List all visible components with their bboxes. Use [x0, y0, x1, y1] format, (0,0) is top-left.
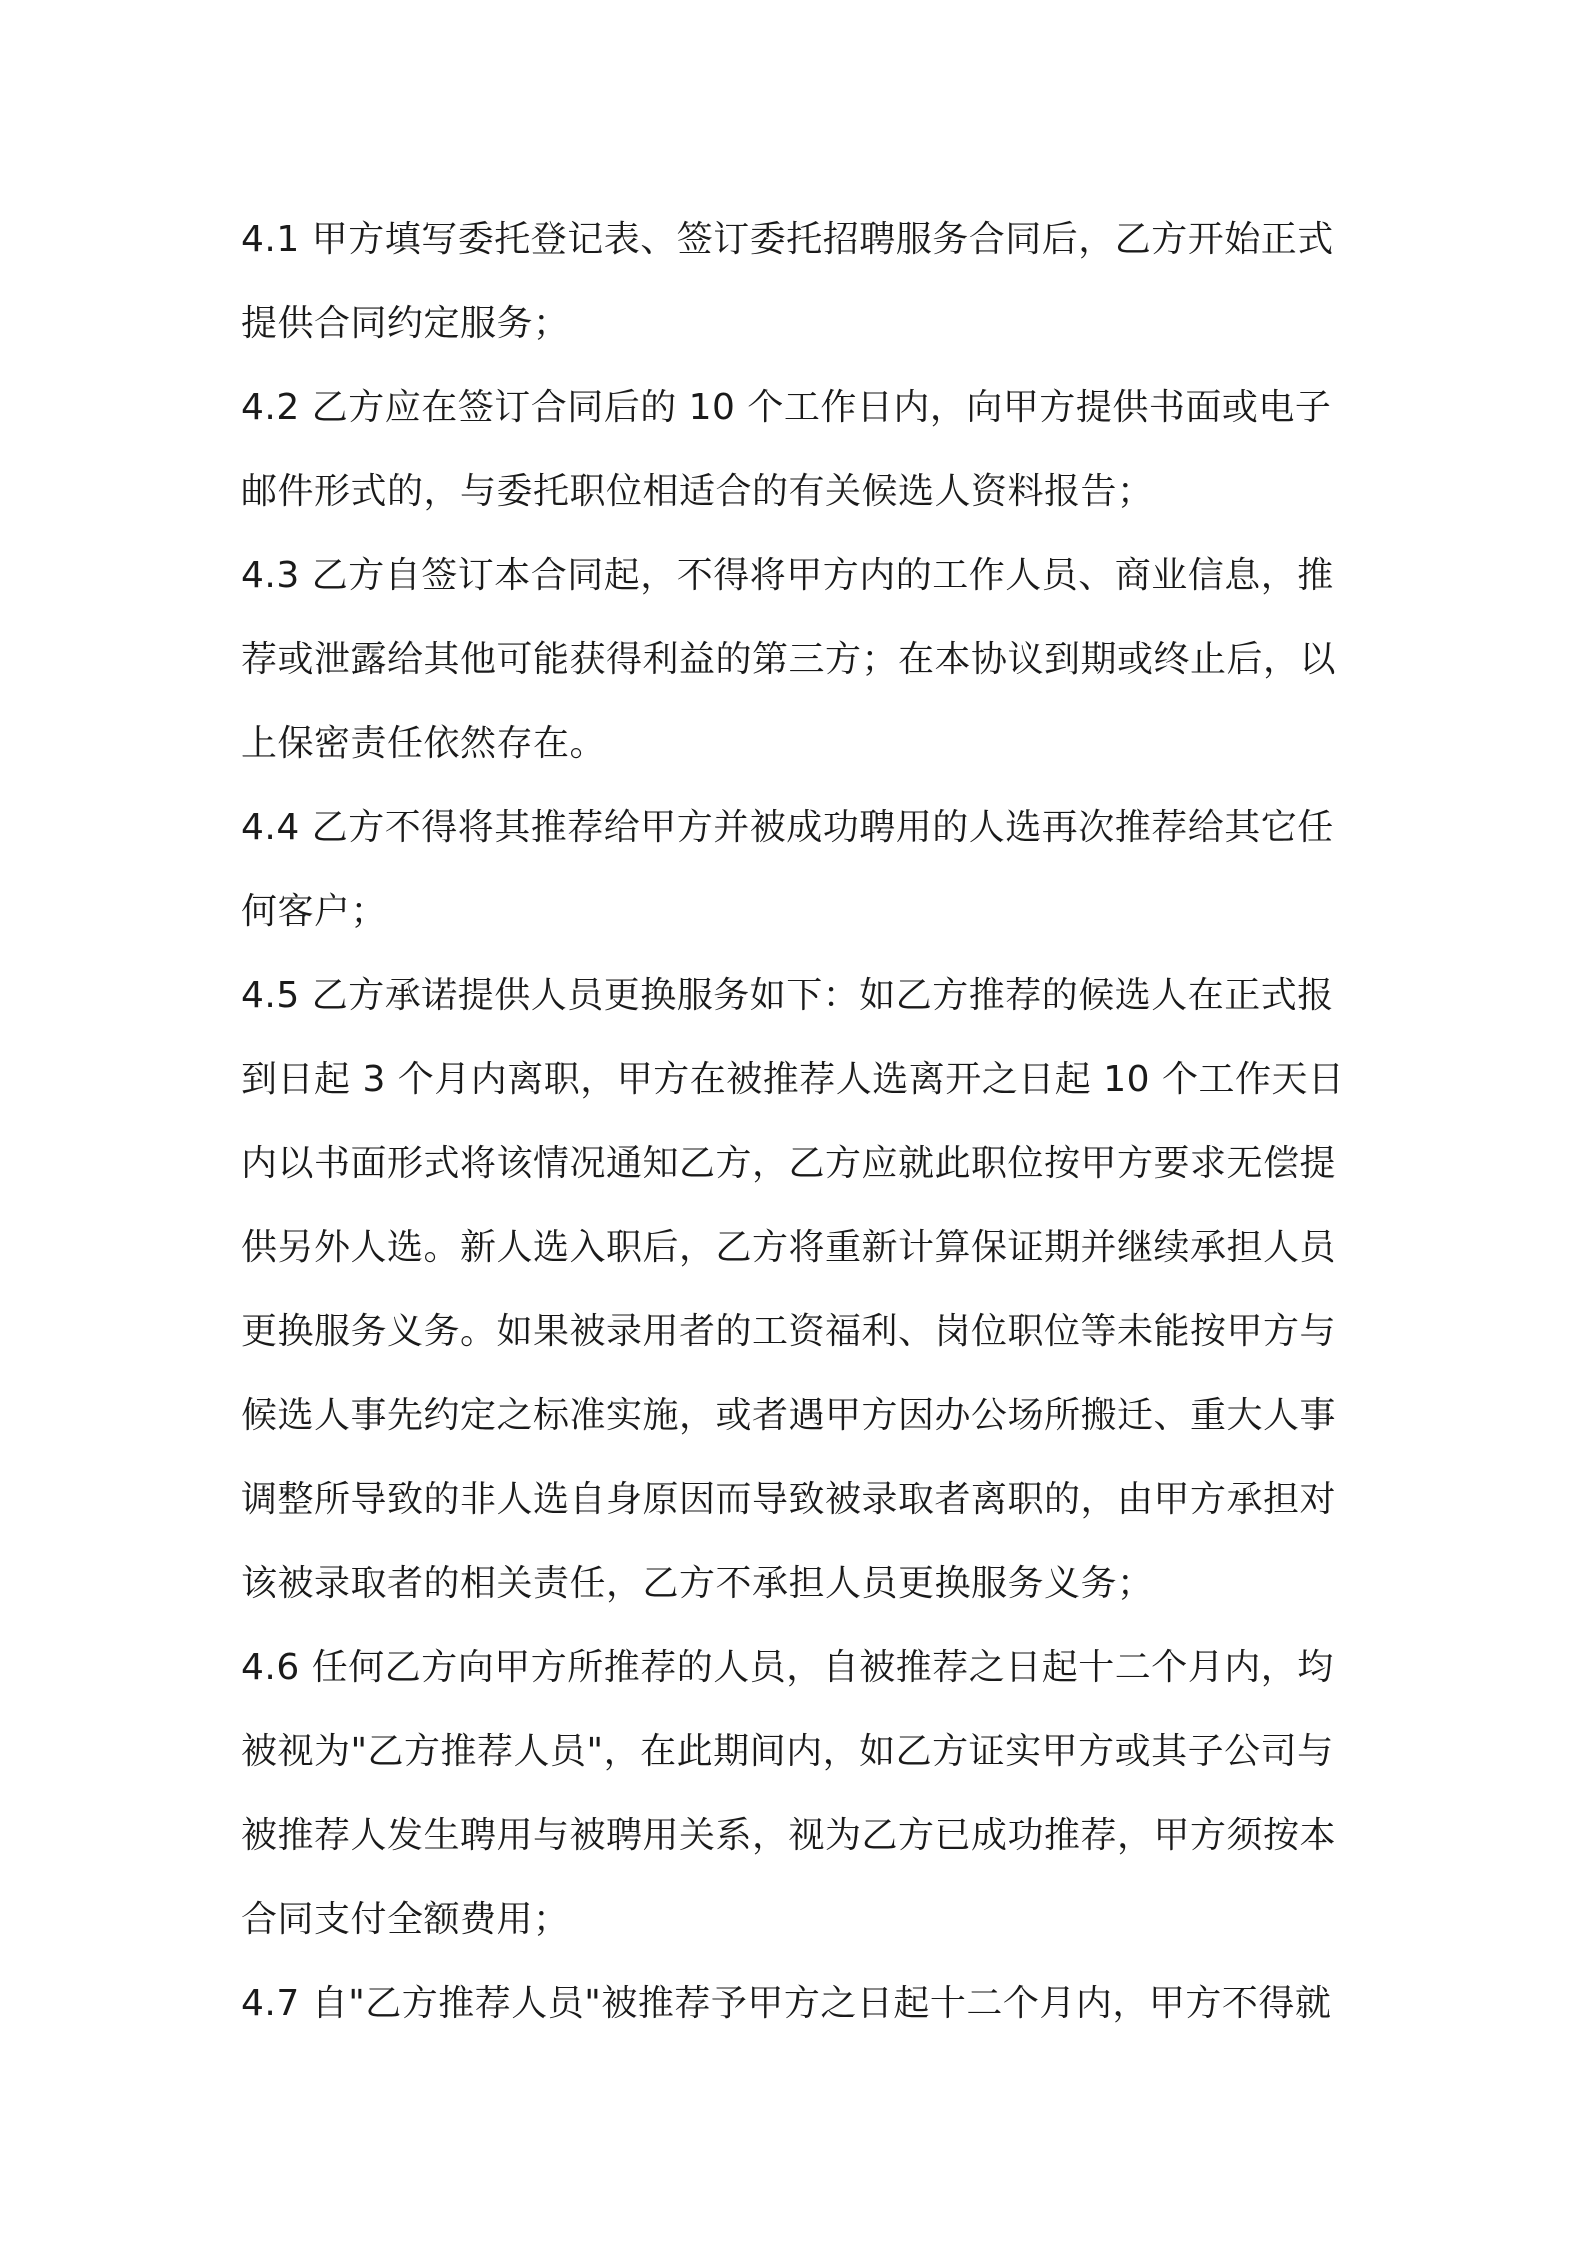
clause-4-5-line-5: 更换服务义务。如果被录用者的工资福利、岗位职位等未能按甲方与 — [241, 1311, 1337, 1352]
clause-4-1-line-2: 提供合同约定服务； — [241, 303, 570, 344]
clause-4-5-line-3: 内以书面形式将该情况通知乙方，乙方应就此职位按甲方要求无偿提 — [241, 1143, 1337, 1184]
document-body — [241, 198, 1361, 2046]
clause-4-5-line-2: 到日起 3 个月内离职，甲方在被推荐人选离开之日起 10 个工作天日 — [241, 1059, 1345, 1100]
clause-4-1-line-1: 4.1 甲方填写委托登记表、签订委托招聘服务合同后，乙方开始正式 — [241, 219, 1334, 260]
clause-4-6-line-2: 被视为"乙方推荐人员"，在此期间内，如乙方证实甲方或其子公司与 — [241, 1731, 1334, 1772]
clause-4-4-line-2: 何客户； — [241, 891, 388, 932]
clause-4-3-line-3: 上保密责任依然存在。 — [241, 723, 607, 764]
clause-4-5-line-6: 候选人事先约定之标准实施，或者遇甲方因办公场所搬迁、重大人事 — [241, 1395, 1337, 1436]
clause-4-6-line-4: 合同支付全额费用； — [241, 1899, 570, 1940]
clause-4-3-line-1: 4.3 乙方自签订本合同起，不得将甲方内的工作人员、商业信息，推 — [241, 555, 1334, 596]
clause-4-5-line-7: 调整所导致的非人选自身原因而导致被录取者离职的，由甲方承担对 — [241, 1479, 1337, 1520]
clause-4-2-line-1: 4.2 乙方应在签订合同后的 10 个工作日内，向甲方提供书面或电子 — [241, 387, 1332, 428]
clause-4-2-line-2: 邮件形式的，与委托职位相适合的有关候选人资料报告； — [241, 471, 1154, 512]
clause-4-3-line-2: 荐或泄露给其他可能获得利益的第三方；在本协议到期或终止后，以 — [241, 639, 1337, 680]
clause-4-5-line-1: 4.5 乙方承诺提供人员更换服务如下：如乙方推荐的候选人在正式报 — [241, 975, 1334, 1016]
clause-4-5-line-4: 供另外人选。新人选入职后，乙方将重新计算保证期并继续承担人员 — [241, 1227, 1337, 1268]
clause-4-4-line-1: 4.4 乙方不得将其推荐给甲方并被成功聘用的人选再次推荐给其它任 — [241, 807, 1334, 848]
clause-4-6-line-1: 4.6 任何乙方向甲方所推荐的人员，自被推荐之日起十二个月内，均 — [241, 1647, 1334, 1688]
clause-4-5-line-8: 该被录取者的相关责任，乙方不承担人员更换服务义务； — [241, 1563, 1154, 1604]
clause-4-7-line-1: 4.7 自"乙方推荐人员"被推荐予甲方之日起十二个月内，甲方不得就 — [241, 1983, 1332, 2024]
clause-4-6-line-3: 被推荐人发生聘用与被聘用关系，视为乙方已成功推荐，甲方须按本 — [241, 1815, 1337, 1856]
